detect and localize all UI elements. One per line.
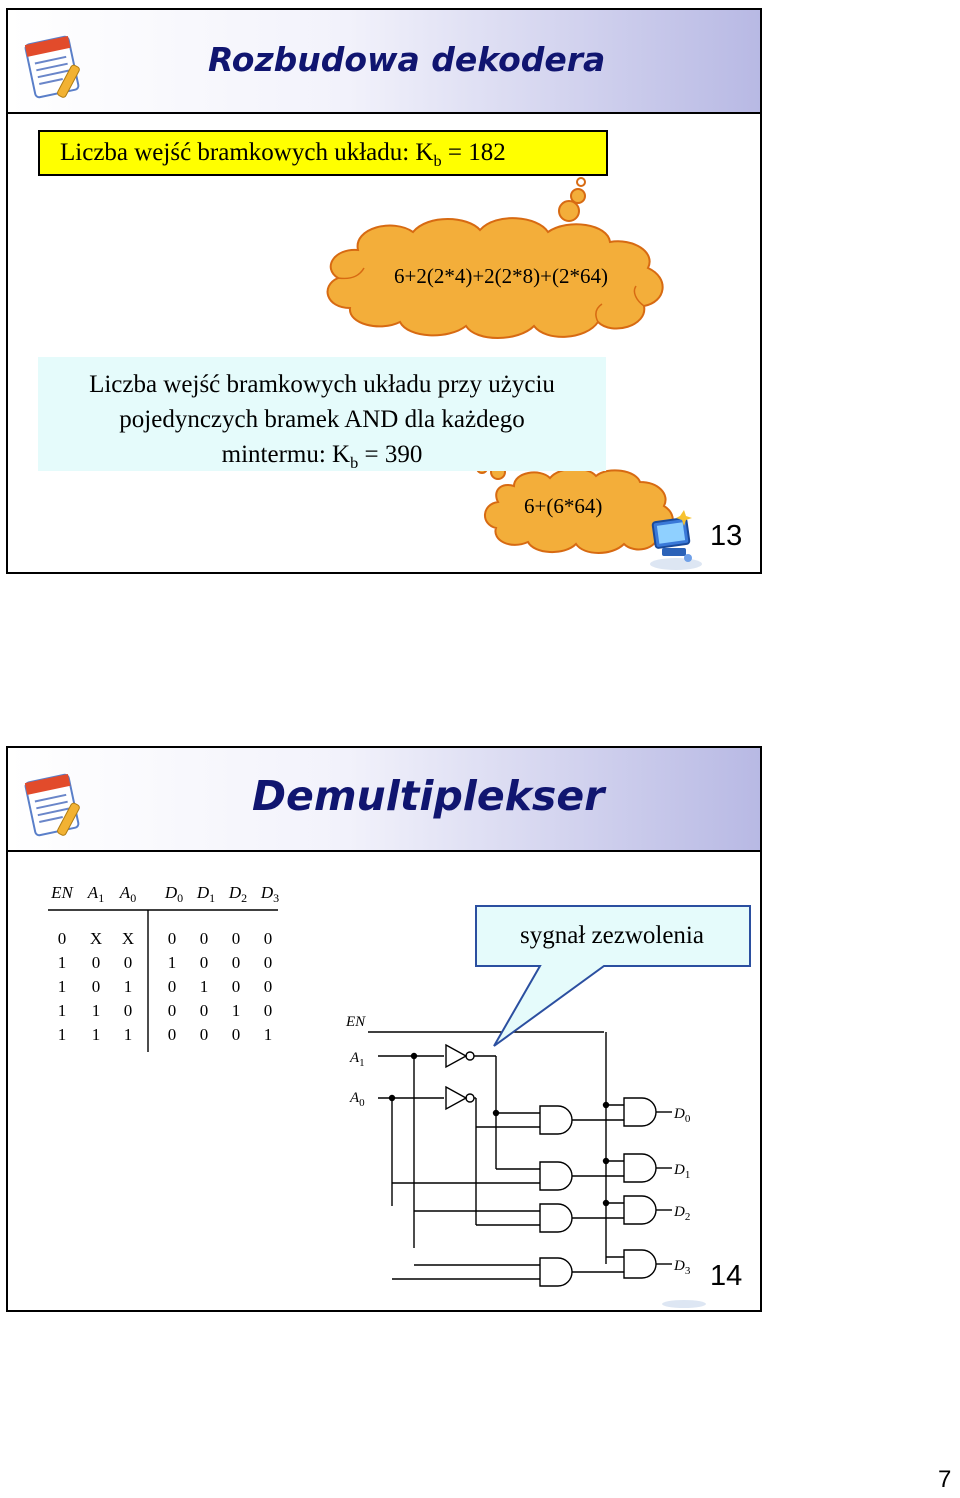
and-gate-stage2 <box>624 1154 656 1182</box>
truth-table-cell: X <box>121 929 135 948</box>
circuit-labels <box>345 1014 691 1277</box>
box-line-3-sub: b <box>350 454 359 472</box>
junction <box>604 1159 609 1164</box>
slide-title: Rozbudowa dekodera <box>208 40 606 79</box>
slide-title: Demultiplekser <box>252 772 605 820</box>
junction <box>604 1103 609 1108</box>
truth-table-cell: 0 <box>263 929 273 948</box>
truth-table-cell: 1 <box>263 1025 273 1044</box>
and-gate-stage2 <box>624 1196 656 1224</box>
truth-table-cell: 1 <box>57 977 67 996</box>
truth-table-cell: 0 <box>231 1025 241 1044</box>
circuit-output-label: $D_2$ <box>674 1204 691 1223</box>
truth-table-cell: 0 <box>91 977 101 996</box>
truth-table-cell: 0 <box>199 929 209 948</box>
truth-table-output-header: $D_1$ <box>196 883 216 905</box>
cloud-expression-2: 6+(6*64) <box>524 494 603 518</box>
slide-page-number: 13 <box>710 520 743 552</box>
truth-table-cell: 1 <box>57 1025 67 1044</box>
truth-table-cell: 0 <box>263 1001 273 1020</box>
truth-table-cell: 0 <box>167 977 177 996</box>
box-line-3-value: = 390 <box>358 441 423 468</box>
truth-table-cell: 1 <box>167 953 177 972</box>
box-line-3-text: mintermu: K <box>221 441 351 468</box>
truth-table-cell: 0 <box>263 977 273 996</box>
junction <box>494 1111 499 1116</box>
truth-table-cell: 0 <box>167 1025 177 1044</box>
slide-page-number: 14 <box>710 1260 743 1292</box>
truth-table-output-header: $D_3$ <box>260 883 280 905</box>
and-gate-stage2 <box>624 1098 656 1126</box>
truth-table-cell: 1 <box>123 977 133 996</box>
box-line-3 <box>38 437 606 481</box>
truth-table-input-header: $A_0$ <box>119 883 137 905</box>
circuit-output-label: $D_0$ <box>674 1106 691 1125</box>
truth-table-output-header: $D_0$ <box>164 883 184 905</box>
truth-table-cell: 0 <box>231 977 241 996</box>
truth-table-cell: 1 <box>57 953 67 972</box>
single-and-gates-box <box>38 357 606 471</box>
truth-table-cell: X <box>89 929 103 948</box>
and-gate-stage1 <box>540 1258 572 1286</box>
and-gate-stage1 <box>540 1106 572 1134</box>
and-gate-stage2 <box>624 1250 656 1278</box>
not-gate <box>446 1045 466 1067</box>
truth-table-input-header: EN <box>51 883 73 902</box>
demultiplexer-figure <box>8 748 760 1308</box>
slide-14 <box>6 746 762 1312</box>
box-subscript: b <box>433 152 442 170</box>
truth-table-cell: 0 <box>263 953 273 972</box>
enable-signal-callout: sygnał zezwolenia <box>520 922 704 949</box>
truth-table-cell: 1 <box>91 1025 101 1044</box>
truth-table-cell: 1 <box>123 1025 133 1044</box>
truth-table-cell: 0 <box>123 1001 133 1020</box>
and-gate-stage1 <box>540 1162 572 1190</box>
truth-table <box>48 883 279 1052</box>
box-line-2: pojedynczych bramek AND dla każdego <box>119 406 525 433</box>
truth-table-cell: 0 <box>91 953 101 972</box>
box-text: Liczba wejść bramkowych układu: K <box>60 139 434 166</box>
box-value: = 182 <box>441 139 506 166</box>
cloud-expression-1: 6+2(2*4)+2(2*8)+(2*64) <box>394 264 608 288</box>
demux-circuit <box>368 1032 672 1286</box>
truth-table-cell: 0 <box>231 929 241 948</box>
circuit-input-label: $A_0$ <box>350 1090 365 1109</box>
truth-table-output-header: $D_2$ <box>228 883 248 905</box>
thought-clouds <box>8 10 760 570</box>
truth-table-cell: 0 <box>123 953 133 972</box>
circuit-output-label: $D_3$ <box>674 1258 691 1277</box>
truth-table-cell: 1 <box>199 977 209 996</box>
document-page-number: 7 <box>938 1466 952 1493</box>
truth-table-cell: 1 <box>91 1001 101 1020</box>
truth-table-cell: 0 <box>199 1001 209 1020</box>
box-line-1: Liczba wejść bramkowych układu przy użyciu <box>89 371 555 398</box>
slide-13 <box>6 8 762 574</box>
truth-table-cell: 1 <box>231 1001 241 1020</box>
truth-table-input-header: $A_1$ <box>87 883 105 905</box>
circuit-input-label: $A_1$ <box>350 1050 365 1069</box>
not-gate <box>446 1087 466 1109</box>
junction <box>604 1201 609 1206</box>
truth-table-cell: 0 <box>199 953 209 972</box>
truth-table-cell: 0 <box>231 953 241 972</box>
truth-table-cell: 0 <box>199 1025 209 1044</box>
circuit-output-label: $D_1$ <box>674 1162 691 1181</box>
circuit-input-label: EN <box>346 1014 366 1030</box>
truth-table-cell: 0 <box>167 1001 177 1020</box>
truth-table-cell: 0 <box>167 929 177 948</box>
truth-table-cell: 1 <box>57 1001 67 1020</box>
truth-table-cell: 0 <box>57 929 67 948</box>
and-gate-stage1 <box>540 1204 572 1232</box>
